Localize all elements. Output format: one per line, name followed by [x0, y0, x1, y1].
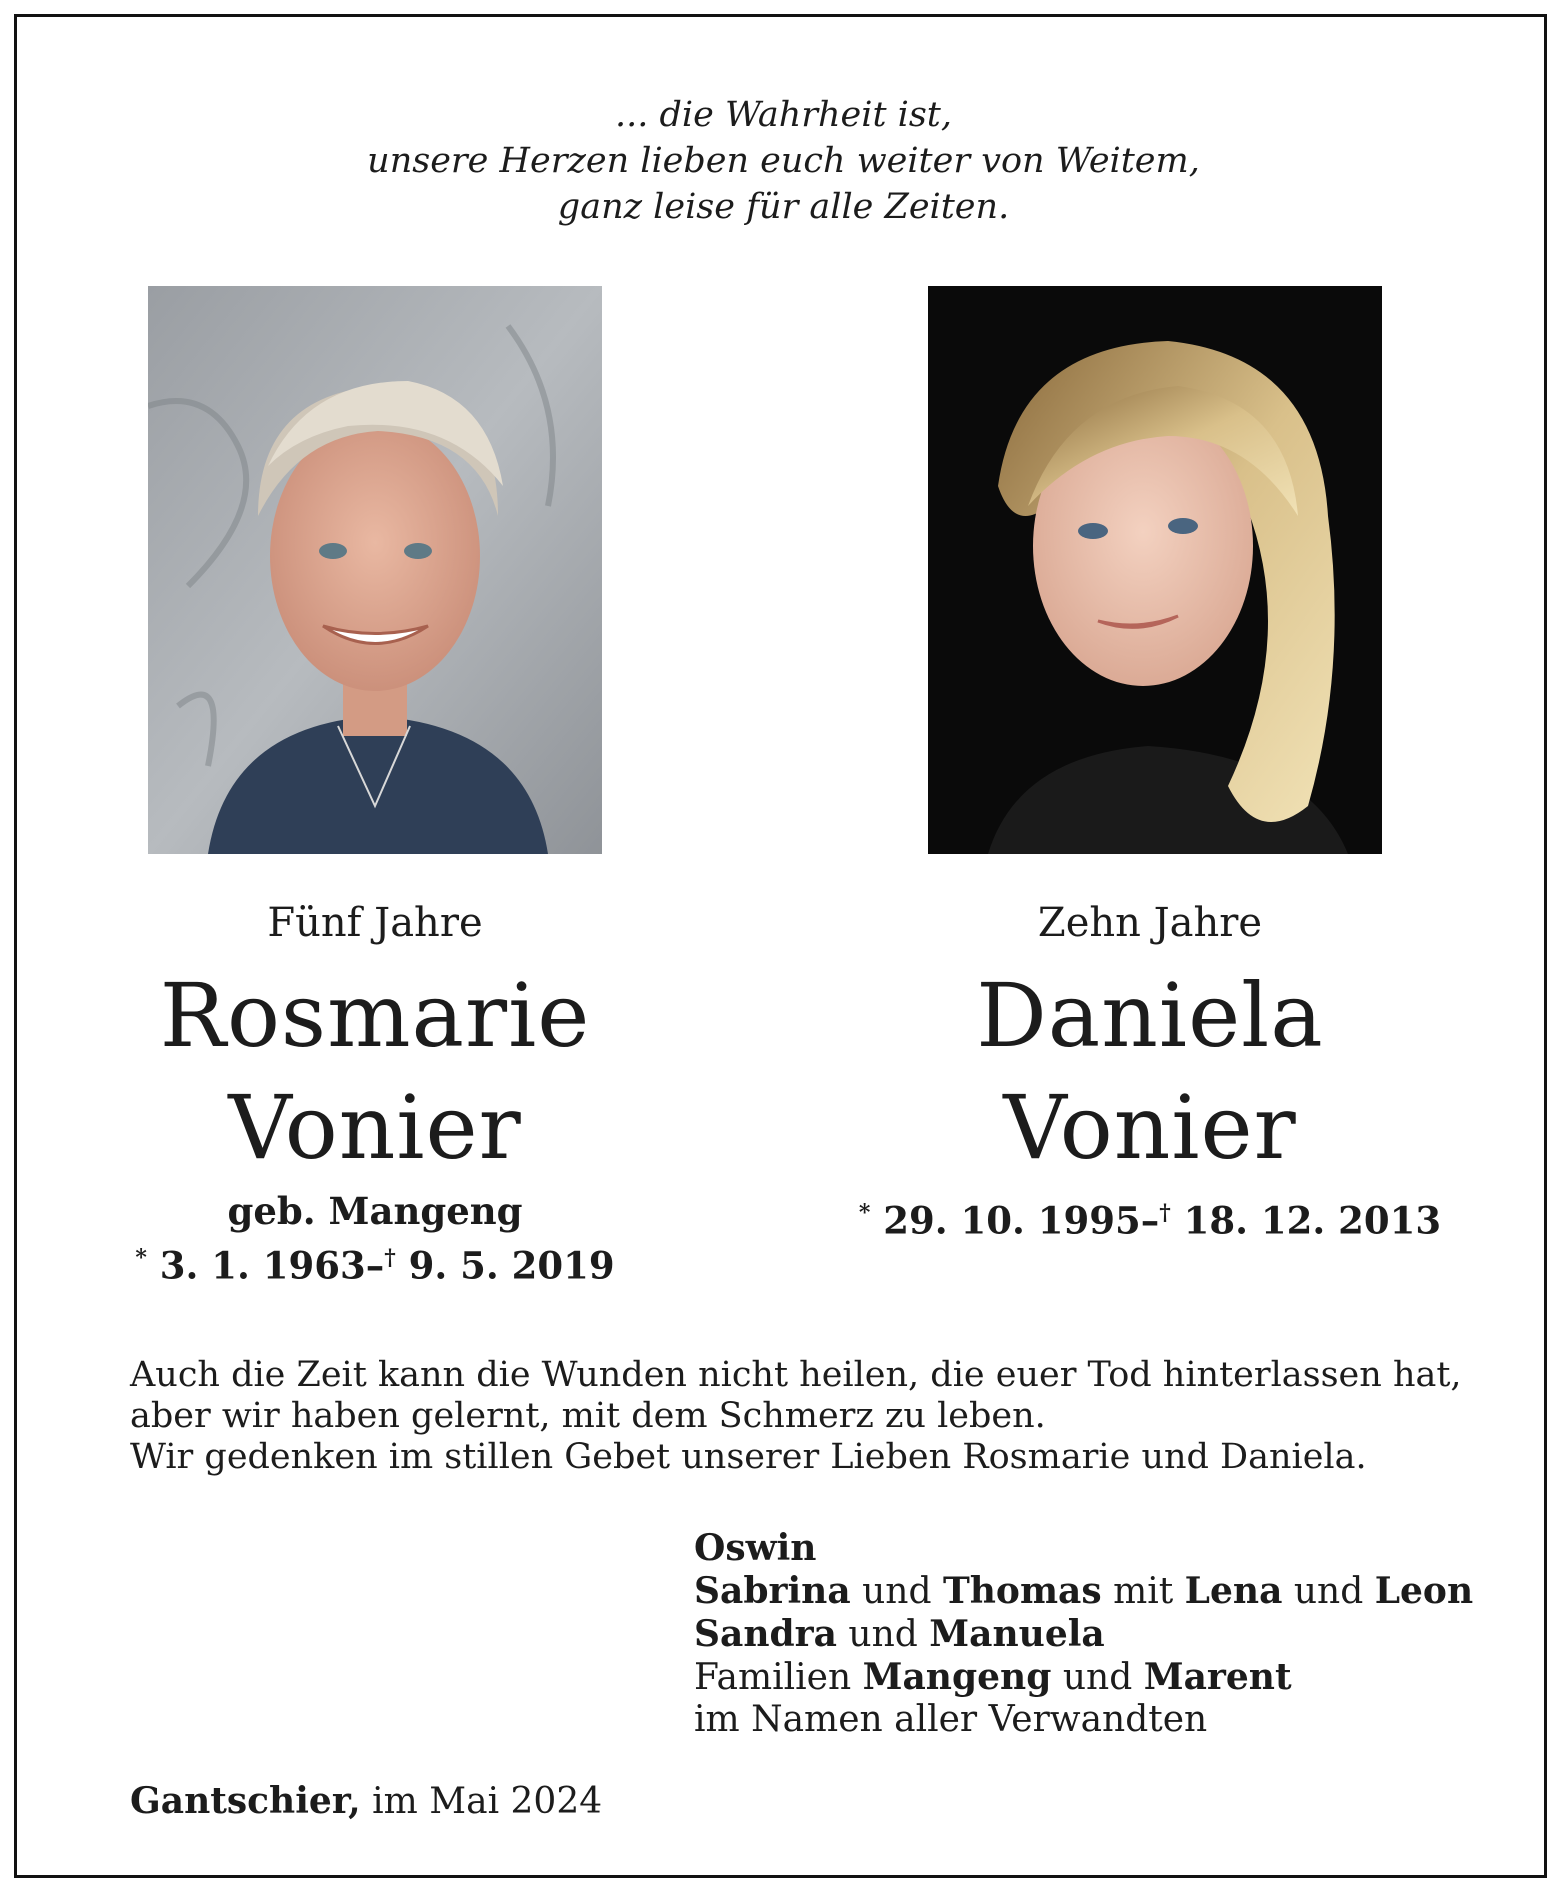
signatory-line: [694, 1527, 1494, 1570]
motto-line: ... die Wahrheit ist,: [615, 95, 952, 135]
last-name: Vonier: [1003, 1076, 1297, 1179]
first-name: Daniela: [976, 964, 1324, 1067]
connector-word: Familien: [694, 1657, 852, 1698]
birth-mark: *: [135, 1245, 147, 1271]
connector-word: und: [1062, 1657, 1133, 1698]
memorial-text-line: Auch die Zeit kann die Wunden nicht heilen, die euer Tod hinterlassen hat,: [130, 1355, 1462, 1395]
life-dates: [850, 1190, 1450, 1243]
life-dates: [75, 1235, 675, 1288]
signatory-line: [694, 1570, 1494, 1613]
signatory-line: im Namen aller Verwandten: [694, 1699, 1208, 1740]
signatory-line: [694, 1656, 1494, 1699]
connector-word: und: [862, 1571, 932, 1612]
birth-mark: *: [858, 1200, 871, 1226]
motto-line: unsere Herzen lieben euch weiter von Weitem,: [367, 141, 1200, 181]
signatory-name: Sandra: [694, 1613, 837, 1655]
portrait-daniela: [928, 286, 1382, 854]
signatories: [694, 1527, 1494, 1741]
memorial-text-line: Wir gedenken im stillen Gebet unserer Lieben Rosmarie und Daniela.: [130, 1437, 1367, 1477]
place-town: Gantschier,: [130, 1780, 361, 1822]
death-date: 18. 12. 2013: [1183, 1198, 1442, 1243]
signatory-line: [694, 1613, 1494, 1656]
death-mark: †: [384, 1245, 396, 1271]
connector-word: und: [848, 1614, 918, 1655]
memorial-text-line: aber wir haben gelernt, mit dem Schmerz zu leben.: [130, 1396, 1046, 1436]
death-date: 9. 5. 2019: [408, 1243, 615, 1288]
portrait-rosmarie: [148, 286, 602, 854]
memorial-text: [130, 1355, 1460, 1478]
anniversary-label: Fünf Jahre: [267, 900, 483, 946]
connector-word: und: [1293, 1571, 1364, 1612]
signatory-name: Manuela: [929, 1613, 1105, 1655]
first-name: Rosmarie: [159, 964, 591, 1067]
place-date: [130, 1780, 602, 1823]
motto: [0, 92, 1567, 230]
maiden-name: geb. Mangeng: [227, 1189, 523, 1233]
last-name: Vonier: [228, 1076, 522, 1179]
signatory-name: Thomas: [942, 1570, 1102, 1612]
place-date-text: im Mai 2024: [372, 1781, 603, 1822]
death-mark: †: [1159, 1200, 1171, 1226]
signatory-name: Leon: [1374, 1570, 1474, 1612]
birth-date: 3. 1. 1963: [159, 1243, 366, 1288]
signatory-name: Mangeng: [862, 1656, 1052, 1698]
signatory-name: Lena: [1184, 1570, 1283, 1612]
signatory-name: Sabrina: [694, 1570, 851, 1612]
birth-date: 29. 10. 1995: [883, 1198, 1141, 1243]
anniversary-label: Zehn Jahre: [1037, 900, 1263, 946]
signatory-name: Marent: [1143, 1656, 1292, 1698]
date-dash: –: [1140, 1198, 1160, 1243]
date-dash: –: [365, 1243, 385, 1288]
signatory-name: Oswin: [694, 1527, 817, 1569]
motto-line: ganz leise für alle Zeiten.: [557, 187, 1010, 227]
connector-word: mit: [1113, 1571, 1174, 1612]
